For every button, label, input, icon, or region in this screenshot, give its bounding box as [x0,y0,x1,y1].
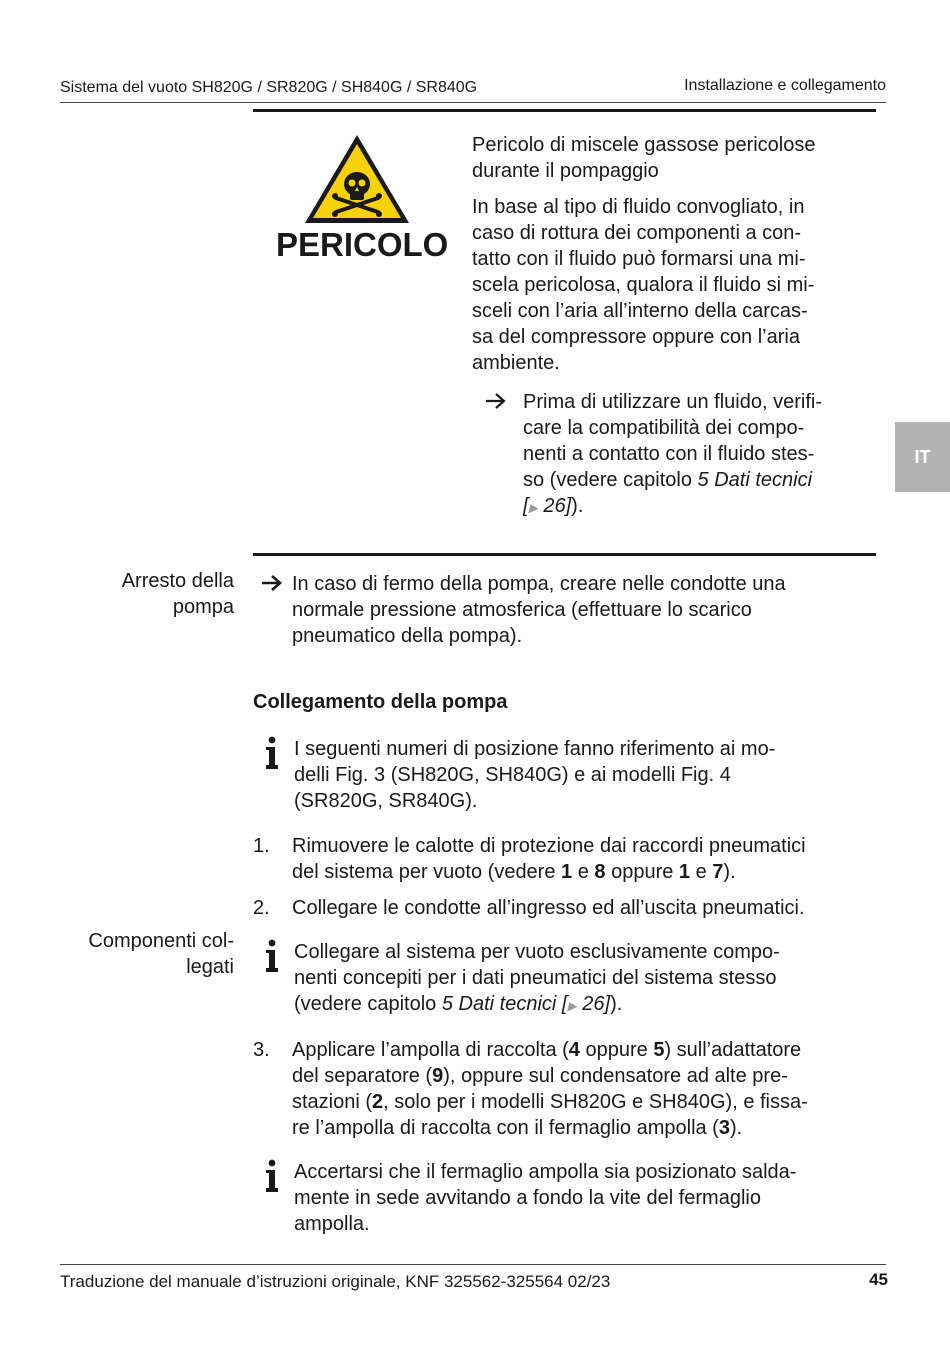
header-divider [60,102,886,103]
text-line: delli Fig. 3 (SH820G, SH840G) e ai modelli Fig. 4 [294,764,731,786]
text-line: (SR820G, SR840G). [294,790,478,812]
side-label-line: Componenti col- [88,930,234,952]
text-line: nenti a contatto con il fluido stes- [523,443,815,465]
side-label-line: legati [186,956,234,978]
text-run: , solo per i modelli SH820G e SH840G), e fissa- [383,1091,808,1113]
text-line: pneumatico della pompa). [292,625,523,647]
text-run: ) sull’adattatore [664,1039,802,1061]
text-line [523,493,868,521]
step-number: 3. [253,1039,270,1061]
header-title: Sistema del vuoto SH820G / SR820G / SH840G / SR840G [60,79,478,96]
page-number: 26 [543,495,566,517]
arrow-right-icon [260,574,284,592]
text-run: stazioni ( [292,1091,373,1113]
cross-reference-link[interactable]: 5 Dati tecnici [697,469,813,491]
danger-action [523,389,868,521]
text-line [292,1089,877,1115]
arrow-right-icon [484,392,508,410]
info-icon [265,736,279,770]
info-icon [265,939,279,973]
language-tab: IT [895,422,950,492]
side-label-line: Arresto della [121,570,234,592]
text-line: Prima di utilizzare un fluido, verifi- [523,391,822,413]
danger-top-rule [253,109,876,112]
info-note-components [294,939,864,1019]
page-number: 45 [869,1270,888,1289]
text-line [292,1037,877,1063]
text-run: e [690,861,713,883]
cross-reference-link[interactable] [442,993,610,1015]
danger-signal-word: PERICOLO [276,226,449,263]
cross-reference-page[interactable]: [▶ 26] [523,495,572,517]
section-title: Collegamento della pompa [253,691,508,713]
text-line: sceli con l’aria all’interno della carcas- [472,300,808,322]
text-run: so (vedere capitolo [523,469,698,491]
page-triangle-icon: ▶ [528,501,538,515]
step-1-text [292,833,877,885]
text-line: sa del compressore oppure con l’aria [472,326,800,348]
text-run: del separatore ( [292,1065,433,1087]
text-line [294,991,864,1019]
text-line: In caso di fermo della pompa, creare nelle condotte una [292,573,786,595]
text-run: ). [723,861,736,883]
text-line: ambiente. [472,352,560,374]
position-number: 5 [653,1039,665,1061]
text-run: Applicare l’ampolla di raccolta ( [292,1039,569,1061]
text-line: nenti concepiti per i dati pneumatici del sistema stesso [294,967,777,989]
text-line: ampolla. [294,1213,370,1235]
page-triangle-icon: ▶ [567,999,577,1013]
text-line: scela pericolosa, qualora il fluido si mi- [472,274,815,296]
step-number: 2. [253,897,270,919]
position-number: 1 [678,861,691,883]
text-line [292,1115,877,1141]
text-line: care la compatibilità dei compo- [523,417,805,439]
page-number: 26] [576,993,611,1015]
info-note-clip [294,1159,864,1237]
text-line: caso di rottura dei componenti a con- [472,222,802,244]
side-label-line: pompa [172,596,234,618]
text-line: I seguenti numeri di posizione fanno riferimento ai mo- [294,738,776,760]
position-number: 1 [561,861,573,883]
text-run: (vedere capitolo [294,993,442,1015]
info-icon [265,1159,279,1193]
step-3-text [292,1037,877,1141]
text-run: ). [610,993,623,1015]
side-label-components [54,928,234,980]
step-number: 1. [253,835,270,857]
text-run: ), oppure sul condensatore ad alte pre- [443,1065,788,1087]
position-number: 9 [432,1065,444,1087]
text-run: ). [571,495,584,517]
text-line: In base al tipo di fluido convogliato, in [472,196,805,218]
text-line [292,859,877,885]
text-line: tatto con il fluido può formarsi una mi- [472,248,806,270]
danger-description [472,194,872,376]
text-line [292,1063,877,1089]
danger-title: Pericolo di miscele gassose pericolose durante il pompaggio [472,134,816,182]
footer-document-info: Traduzione del manuale d’istruzioni originale, KNF 325562-325564 02/23 [60,1272,611,1291]
position-number: 8 [594,861,606,883]
header-section: Installazione e collegamento [684,77,886,94]
position-number: 4 [568,1039,580,1061]
position-number: 7 [712,861,724,883]
info-note-positions [294,736,864,814]
text-run: oppure [605,861,679,883]
text-line: normale pressione atmosferica (effettuare lo scarico [292,599,752,621]
text-line: mente in sede avvitando a fondo la vite del fermaglio [294,1187,761,1209]
text-line: Collegare al sistema per vuoto esclusivamente compo- [294,941,780,963]
text-line: Rimuovere le calotte di protezione dai raccordi pneumatici [292,835,806,857]
side-label-stop [54,568,234,620]
text-line [523,467,868,493]
position-number: 2 [372,1091,384,1113]
danger-bottom-rule [253,553,876,556]
step-2-text: Collegare le condotte all’ingresso ed all’uscita pneumatici. [292,897,805,919]
text-run: oppure [579,1039,654,1061]
skull-warning-triangle-icon [302,132,412,226]
text-line: Accertarsi che il fermaglio ampolla sia posizionato salda- [294,1161,797,1183]
text-run: 5 Dati tecnici [ [441,993,568,1015]
text-run: e [572,861,595,883]
footer-divider [60,1264,886,1265]
position-number: 3 [718,1117,730,1139]
text-run: ). [729,1117,743,1139]
stop-instruction [292,571,872,649]
text-run: del sistema per vuoto (vedere [292,861,562,883]
text-run: re l’ampolla di raccolta con il fermaglio ampolla ( [292,1117,719,1139]
